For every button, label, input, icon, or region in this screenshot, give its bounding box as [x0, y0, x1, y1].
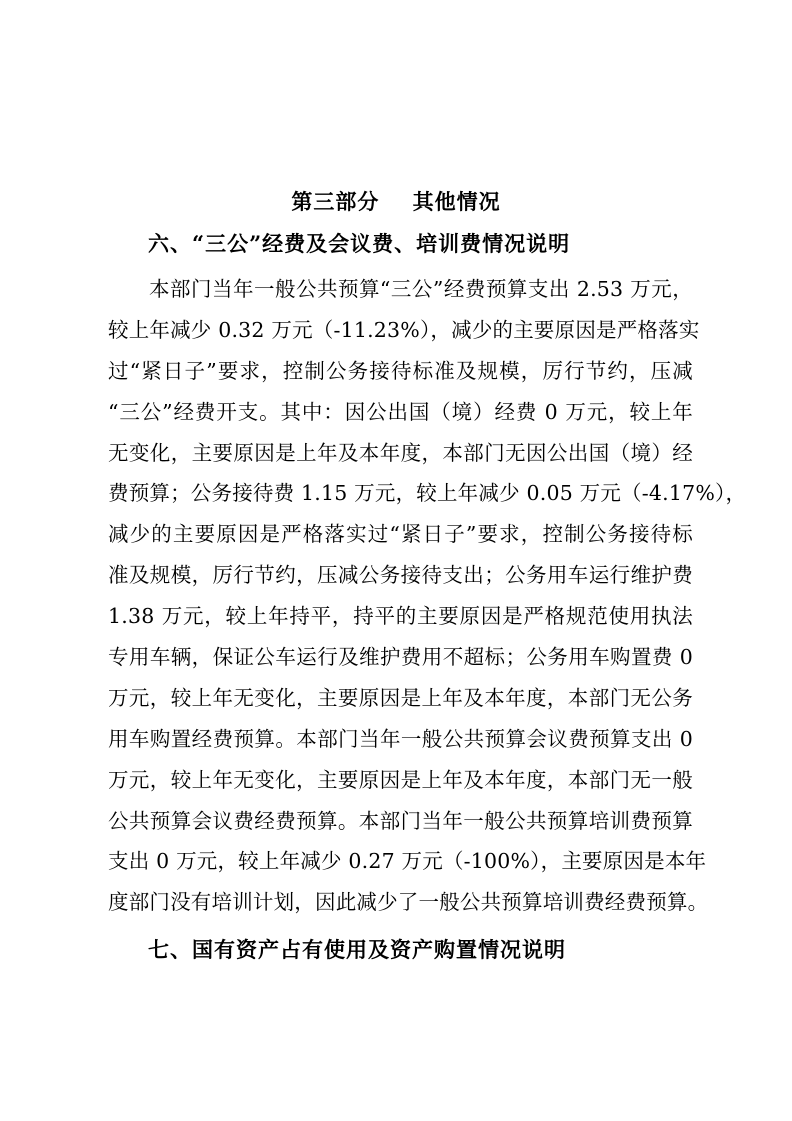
- section-7-heading: 七、国有资产占有使用及资产购置情况说明: [148, 937, 566, 962]
- body-line: 准及规模，厉行节约，压减公务接待支出；公务用车运行维护费: [108, 563, 693, 588]
- body-line: 用车购置经费预算。本部门当年一般公共预算会议费预算支出 0: [108, 726, 693, 751]
- body-line: 费预算；公务接待费 1.15 万元，较上年减少 0.05 万元（-4.17%），: [108, 481, 747, 506]
- body-line: 万元，较上年无变化，主要原因是上年及本年度，本部门无公务: [108, 685, 693, 710]
- part-title: 第三部分 其他情况: [291, 189, 501, 214]
- body-line: 减少的主要原因是严格落实过“紧日子”要求，控制公务接待标: [108, 522, 693, 547]
- section-6-heading: 六、“三公”经费及会议费、培训费情况说明: [148, 231, 571, 256]
- body-line: 过“紧日子”要求，控制公务接待标准及规模，厉行节约，压减: [108, 358, 693, 383]
- body-line: 万元，较上年无变化，主要原因是上年及本年度，本部门无一般: [108, 767, 693, 792]
- section-6-body: [108, 269, 747, 923]
- body-line: 专用车辆，保证公车运行及维护费用不超标；公务用车购置费 0: [108, 645, 693, 670]
- body-line: “三公”经费开支。其中：因公出国（境）经费 0 万元，较上年: [108, 399, 693, 424]
- body-line: 度部门没有培训计划，因此减少了一般公共预算培训费经费预算。: [108, 890, 709, 915]
- body-line: 较上年减少 0.32 万元（-11.23%），减少的主要原因是严格落实: [108, 317, 700, 342]
- body-line: 本部门当年一般公共预算“三公”经费预算支出 2.53 万元，: [149, 277, 693, 301]
- body-line: 支出 0 万元，较上年减少 0.27 万元（-100%），主要原因是本年: [108, 849, 707, 874]
- body-line: 1.38 万元，较上年持平，持平的主要原因是严格规范使用执法: [108, 604, 693, 629]
- body-line: 公共预算会议费经费预算。本部门当年一般公共预算培训费预算: [108, 808, 693, 833]
- body-line: 无变化，主要原因是上年及本年度，本部门无因公出国（境）经: [108, 440, 693, 465]
